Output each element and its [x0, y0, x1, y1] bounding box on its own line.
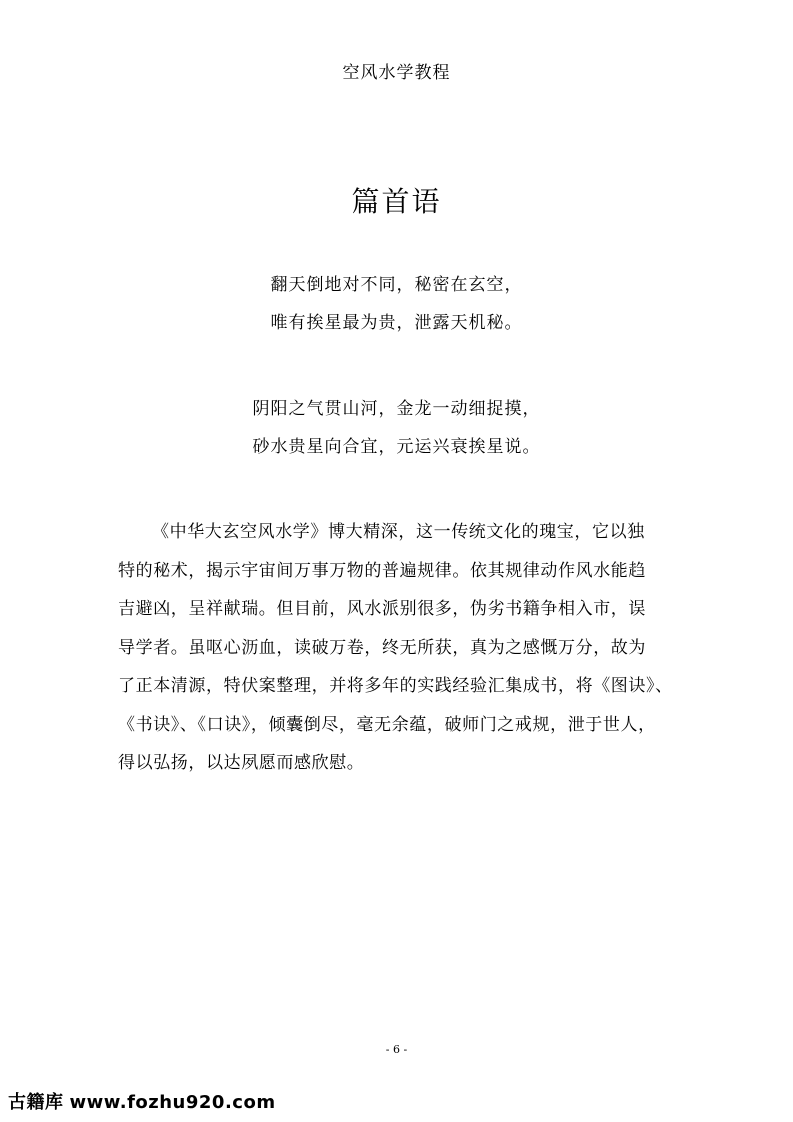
page-number: - 6 -: [385, 1043, 408, 1056]
watermark-url: www.fozhu920.com: [69, 1092, 276, 1113]
paragraph-line: 特的秘术，揭示宇宙间万事万物的普遍规律。依其规律动作风水能趋: [118, 560, 646, 581]
paragraph-line: 吉避凶，呈祥献瑞。但目前，风水派别很多，伪劣书籍争相入市，误: [118, 599, 646, 619]
watermark-brand: 古籍库: [8, 1092, 64, 1113]
body-paragraph: [118, 513, 678, 783]
running-header: 空风水学教程: [342, 63, 451, 83]
poem-stanza-2: [0, 390, 793, 466]
poem-line: 翻天倒地对不同，秘密在玄空，: [270, 275, 523, 295]
section-title: 篇首语: [351, 185, 442, 218]
poem-line: 砂水贵星向合宜，元运兴衰挨星说。: [252, 437, 541, 457]
paragraph-line: 了正本清源，特伏案整理，并将多年的实践经验汇集成书，将《图诀》、: [118, 676, 673, 696]
paragraph-line: 《书诀》、《口诀》，倾囊倒尽，毫无余蕴，破师门之戒规，泄于世人，: [118, 714, 656, 735]
site-watermark: [8, 1088, 276, 1114]
paragraph-line: 导学者。虽呕心沥血，读破万卷，终无所获，真为之感慨万分，故为: [118, 637, 646, 658]
poem-line: 阴阳之气贯山河，金龙一动细捉摸，: [252, 399, 541, 419]
paragraph-line: 《中华大玄空风水学》博大精深，这一传统文化的瑰宝，它以独: [152, 522, 645, 542]
poem-line: 唯有挨星最为贵，泄露天机秘。: [270, 313, 523, 333]
poem-stanza-1: [0, 266, 793, 342]
paragraph-line: 得以弘扬，以达夙愿而感欣慰。: [118, 753, 365, 773]
